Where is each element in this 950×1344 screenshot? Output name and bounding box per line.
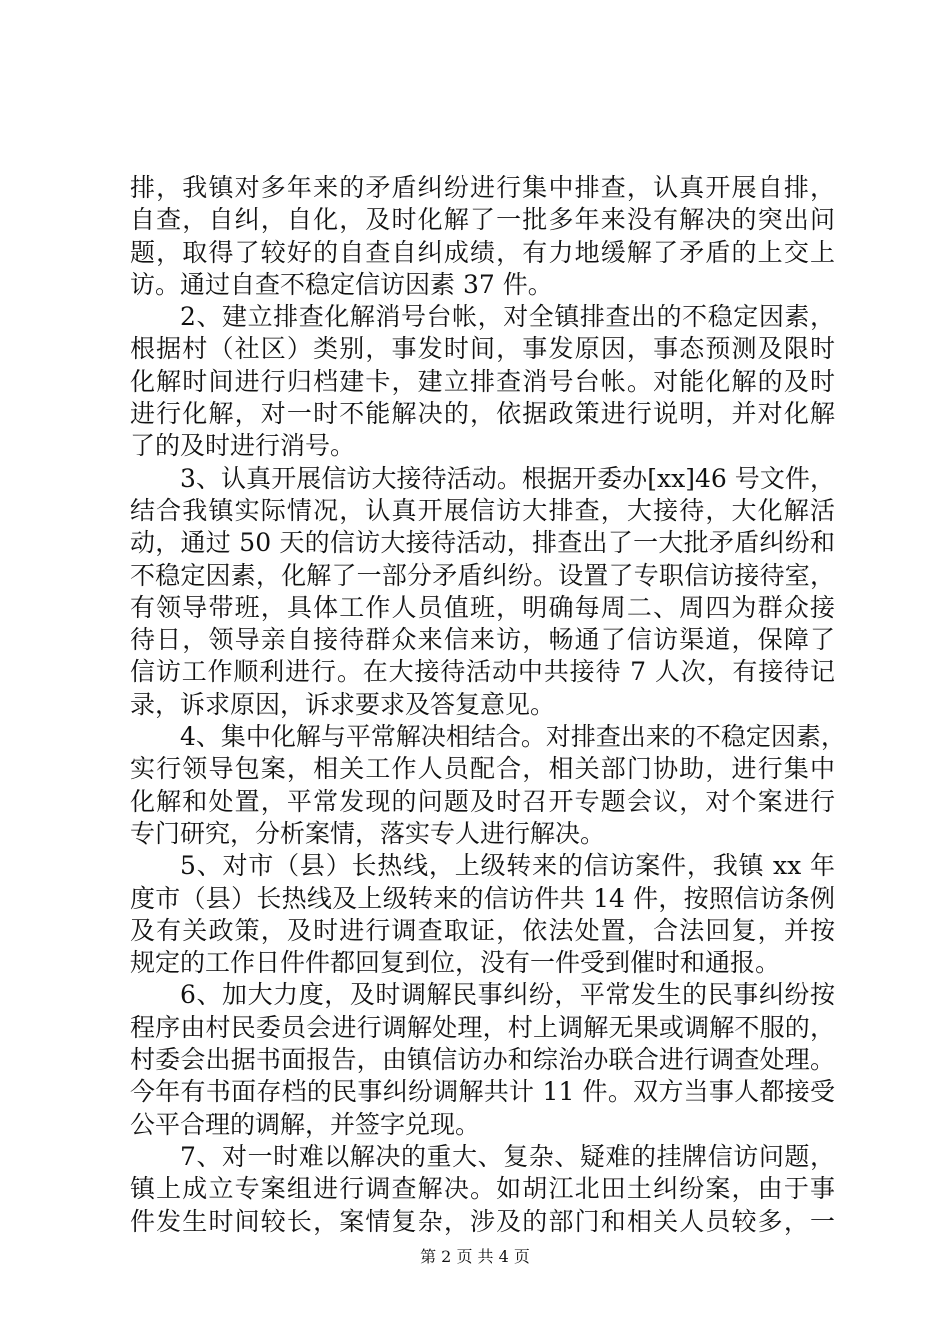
text-line: 待日，领导亲自接待群众来信来访，畅通了信访渠道，保障了	[130, 625, 835, 655]
text-line: 信访工作顺利进行。在大接待活动中共接待 7 人次，有接待记	[130, 657, 835, 687]
text-line: 结合我镇实际情况，认真开展信访大排查，大接待，大化解活	[130, 495, 835, 525]
text-line: 化解和处置，平常发现的问题及时召开专题会议，对个案进行	[130, 786, 835, 816]
text-line: 3、认真开展信访大接待活动。根据开委办[xx]46 号文件，	[180, 463, 835, 493]
text-line: 实行领导包案，相关工作人员配合，相关部门协助，进行集中	[130, 754, 835, 784]
text-line: 自查，自纠，自化，及时化解了一批多年来没有解决的突出问	[130, 205, 835, 235]
text-line: 4、集中化解与平常解决相结合。对排查出来的不稳定因素，	[180, 722, 846, 752]
text-line: 有领导带班，具体工作人员值班，明确每周二、周四为群众接	[130, 592, 835, 622]
text-line: 进行化解，对一时不能解决的，依据政策进行说明，并对化解	[130, 399, 835, 429]
text-line: 件发生时间较长，案情复杂，涉及的部门和相关人员较多，一	[130, 1206, 835, 1236]
text-line: 5、对市（县）长热线，上级转来的信访案件，我镇 xx 年	[180, 851, 835, 881]
text-line: 根据村（社区）类别，事发时间，事发原因，事态预测及限时	[130, 334, 835, 364]
text-line: 度市（县）长热线及上级转来的信访件共 14 件，按照信访条例	[130, 883, 835, 913]
text-line: 规定的工作日件件都回复到位，没有一件受到催时和通报。	[130, 948, 781, 978]
text-line: 了的及时进行消号。	[130, 431, 356, 461]
text-line: 7、对一时难以解决的重大、复杂、疑难的挂牌信访问题，	[180, 1141, 835, 1171]
text-line: 排，我镇对多年来的矛盾纠纷进行集中排查，认真开展自排，	[130, 173, 835, 202]
text-line: 村委会出据书面报告，由镇信访办和综治办联合进行调查处理。	[130, 1045, 835, 1075]
text-line: 6、加大力度，及时调解民事纠纷，平常发生的民事纠纷按	[180, 980, 835, 1010]
text-line: 不稳定因素，化解了一部分矛盾纠纷。设置了专职信访接待室，	[130, 560, 835, 590]
text-line: 镇上成立专案组进行调查解决。如胡江北田土纠纷案，由于事	[130, 1174, 835, 1204]
text-line: 化解时间进行归档建卡，建立排查消号台帐。对能化解的及时	[130, 366, 835, 396]
text-line: 程序由村民委员会进行调解处理，村上调解无果或调解不服的，	[130, 1012, 835, 1042]
text-line: 访。通过自查不稳定信访因素 37 件。	[130, 269, 553, 299]
text-line: 2、建立排查化解消号台帐，对全镇排查出的不稳定因素，	[180, 302, 835, 332]
text-line: 录，诉求原因，诉求要求及答复意见。	[130, 689, 556, 719]
text-line: 动，通过 50 天的信访大接待活动，排查出了一大批矛盾纠纷和	[130, 528, 835, 558]
body-text	[130, 172, 846, 1238]
text-line: 及有关政策，及时进行调查取证，依法处置，合法回复，并按	[130, 915, 835, 945]
text-line: 今年有书面存档的民事纠纷调解共计 11 件。双方当事人都接受	[130, 1077, 835, 1107]
text-line: 公平合理的调解，并签字兑现。	[130, 1109, 481, 1139]
page-footer: 第 2 页 共 4 页	[420, 1247, 530, 1266]
text-line: 题，取得了较好的自查自纠成绩，有力地缓解了矛盾的上交上	[130, 237, 835, 267]
text-line: 专门研究，分析案情，落实专人进行解决。	[130, 818, 606, 848]
